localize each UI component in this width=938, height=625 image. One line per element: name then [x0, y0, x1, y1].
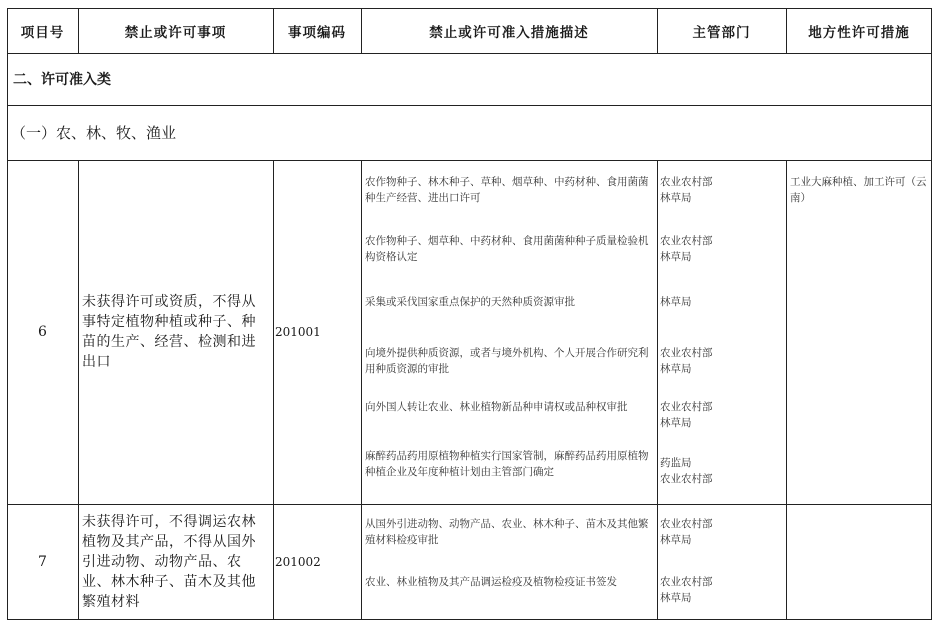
row-6-measure-1: 农作物种子、林木种子、草种、烟草种、中药材种、食用菌菌种生产经营、进出口许可 — [365, 176, 649, 204]
row-6-dept-4: 农业农村部 林草局 — [660, 347, 713, 375]
col-rule-5-header — [786, 8, 787, 53]
col-rule-2-header — [273, 8, 274, 53]
row-7-measure-1: 从国外引进动物、动物产品、农业、林木种子、苗木及其他繁殖材料检疫审批 — [365, 518, 649, 546]
header-local-measures: 地方性许可措施 — [808, 24, 910, 41]
border-left — [7, 8, 8, 620]
border-top — [7, 8, 932, 9]
border-right — [931, 8, 932, 620]
rule-header-bottom — [7, 53, 932, 54]
header-measure-description: 禁止或许可准入措施描述 — [429, 24, 589, 41]
row-7-dept-2: 农业农村部 林草局 — [660, 576, 713, 604]
col-rule-4-header — [657, 8, 658, 53]
rule-row-6-bottom — [7, 504, 932, 505]
border-bottom — [7, 619, 932, 620]
rule-section-bottom — [7, 105, 932, 106]
row-6-item: 未获得许可或资质，不得从事特定植物种植或种子、种苗的生产、经营、检测和进出口 — [82, 294, 256, 370]
row-6-measure-2: 农作物种子、烟草种、中药材种、食用菌菌种种子质量检验机构资格认定 — [365, 235, 649, 263]
col-rule-4-body — [657, 160, 658, 620]
col-rule-1-body — [78, 160, 79, 620]
row-6-dept-2: 农业农村部 林草局 — [660, 235, 713, 263]
row-7-measure-2: 农业、林业植物及其产品调运检疫及植物检疫证书签发 — [365, 576, 617, 588]
row-6-local-measure: 工业大麻种植、加工许可（云南） — [790, 176, 927, 204]
subsection-title: （一）农、林、牧、渔业 — [11, 124, 177, 142]
row-6-measure-5: 向外国人转让农业、林业植物新品种申请权或品种权审批 — [365, 401, 628, 413]
rule-subsection-bottom — [7, 160, 932, 161]
row-6-code: 201001 — [275, 325, 321, 339]
col-rule-3-header — [361, 8, 362, 53]
col-rule-1-header — [78, 8, 79, 53]
row-6-measure-6: 麻醉药品药用原植物种植实行国家管制，麻醉药品药用原植物种植企业及年度种植计划由主管部门确定 — [365, 450, 649, 478]
row-6-number: 6 — [38, 324, 47, 340]
header-item-number: 项目号 — [20, 24, 65, 41]
col-rule-5-body — [786, 160, 787, 620]
row-6-measure-4: 向境外提供种质资源，或者与境外机构、个人开展合作研究利用种质资源的审批 — [365, 347, 649, 375]
header-item-code: 事项编码 — [288, 24, 346, 41]
row-6-dept-5: 农业农村部 林草局 — [660, 401, 713, 429]
regulation-table — [7, 8, 932, 620]
row-7-dept-1: 农业农村部 林草局 — [660, 518, 713, 546]
col-rule-2-body — [273, 160, 274, 620]
row-7-number: 7 — [38, 554, 47, 570]
row-6-dept-3: 林草局 — [660, 296, 692, 308]
row-6-dept-6: 药监局 农业农村部 — [660, 457, 713, 485]
col-rule-3-body — [361, 160, 362, 620]
header-department: 主管部门 — [692, 24, 751, 41]
header-item-name: 禁止或许可事项 — [124, 24, 227, 41]
row-7-item: 未获得许可，不得调运农林植物及其产品，不得从国外引进动物、动物产品、农业、林木种子、苗木及其他繁殖材料 — [82, 514, 256, 610]
section-title: 二、许可准入类 — [13, 72, 111, 88]
row-6-dept-1: 农业农村部 林草局 — [660, 176, 713, 204]
row-6-measure-3: 采集或采伐国家重点保护的天然种质资源审批 — [365, 296, 575, 308]
row-7-code: 201002 — [275, 555, 321, 569]
